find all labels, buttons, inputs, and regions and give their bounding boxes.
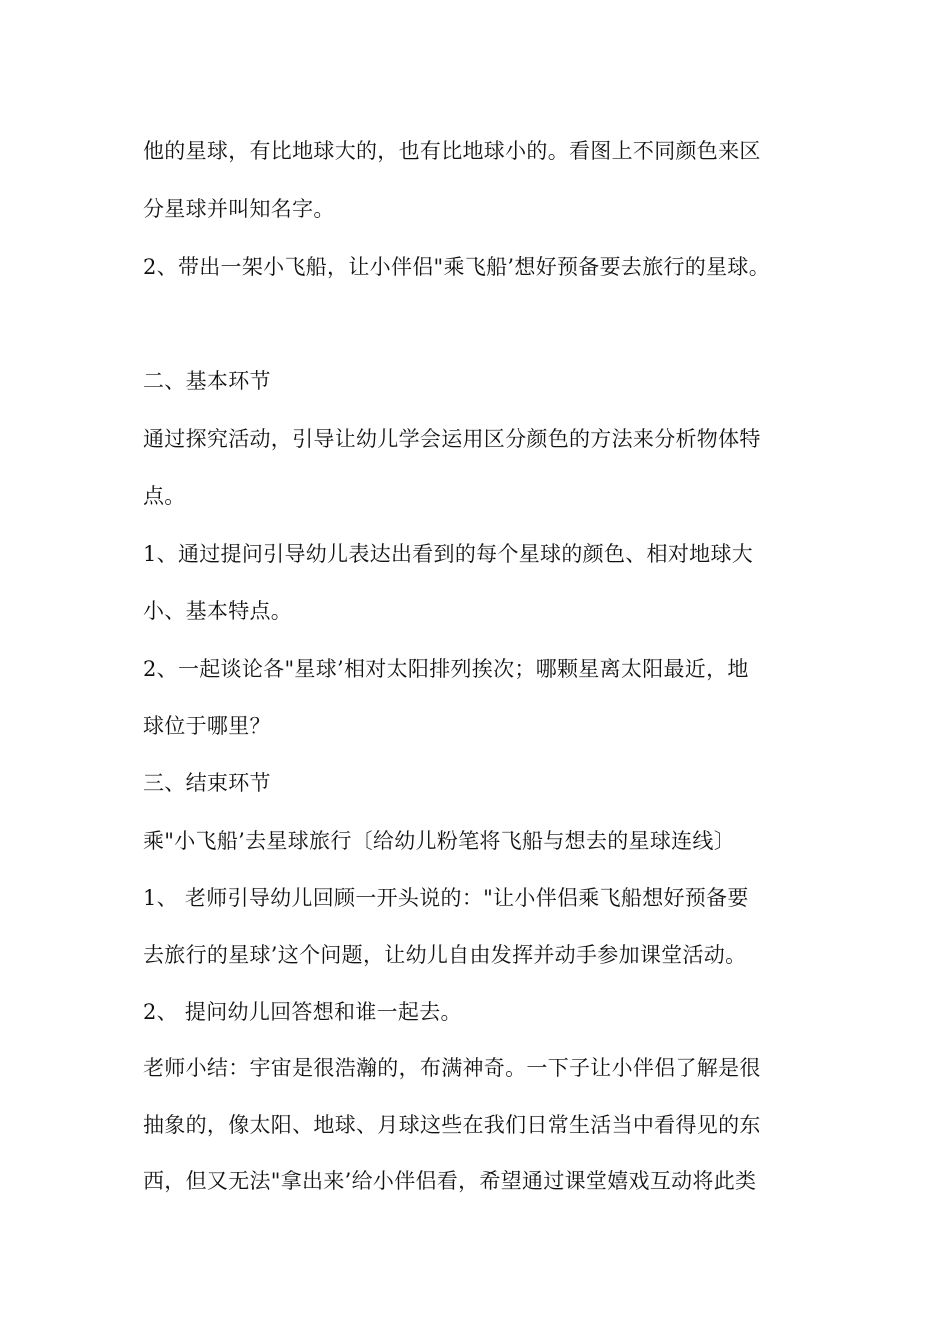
- text-line: 抽象的，像太阳、地球、月球这些在我们日常生活当中看得见的东: [143, 1113, 761, 1137]
- text-line: 乘"小飞船’去星球旅行〔给幼儿粉笔将飞船与想去的星球连线〕: [143, 829, 736, 853]
- text-line: 点。: [143, 484, 186, 508]
- section-heading: 三、结束环节: [143, 771, 271, 795]
- text-line: 球位于哪里？: [143, 714, 271, 738]
- text-line: 1、 老师引导幼儿回顾一开头说的："让小伴侣乘飞船想好预备要: [143, 886, 749, 910]
- text-line: 2、 提问幼儿回答想和谁一起去。: [143, 1000, 462, 1024]
- text-line: 分星球并叫知名字。: [143, 197, 335, 221]
- text-line: 老师小结：宇宙是很浩瀚的，布满神奇。一下子让小伴侣了解是很: [143, 1056, 761, 1080]
- text-line: 2、一起谈论各"星球’相对太阳排列挨次；哪颗星离太阳最近，地: [143, 657, 749, 681]
- text-line: 2、带出一架小飞船，让小伴侣"乘飞船’想好预备要去旅行的星球。: [143, 255, 770, 279]
- text-line: 通过探究活动，引导让幼儿学会运用区分颜色的方法来分析物体特: [143, 427, 761, 451]
- text-line: 去旅行的星球’这个问题，让幼儿自由发挥并动手参加课堂活动。: [143, 943, 747, 967]
- text-line: 他的星球，有比地球大的，也有比地球小的。看图上不同颜色来区: [143, 139, 761, 163]
- text-line: 1、通过提问引导幼儿表达出看到的每个星球的颜色、相对地球大: [143, 542, 754, 566]
- section-heading: 二、基本环节: [143, 369, 271, 393]
- text-line: 西，但又无法"拿出来’给小伴侣看，希望通过课堂嬉戏互动将此类: [143, 1169, 757, 1193]
- text-line: 小、基本特点。: [143, 599, 293, 623]
